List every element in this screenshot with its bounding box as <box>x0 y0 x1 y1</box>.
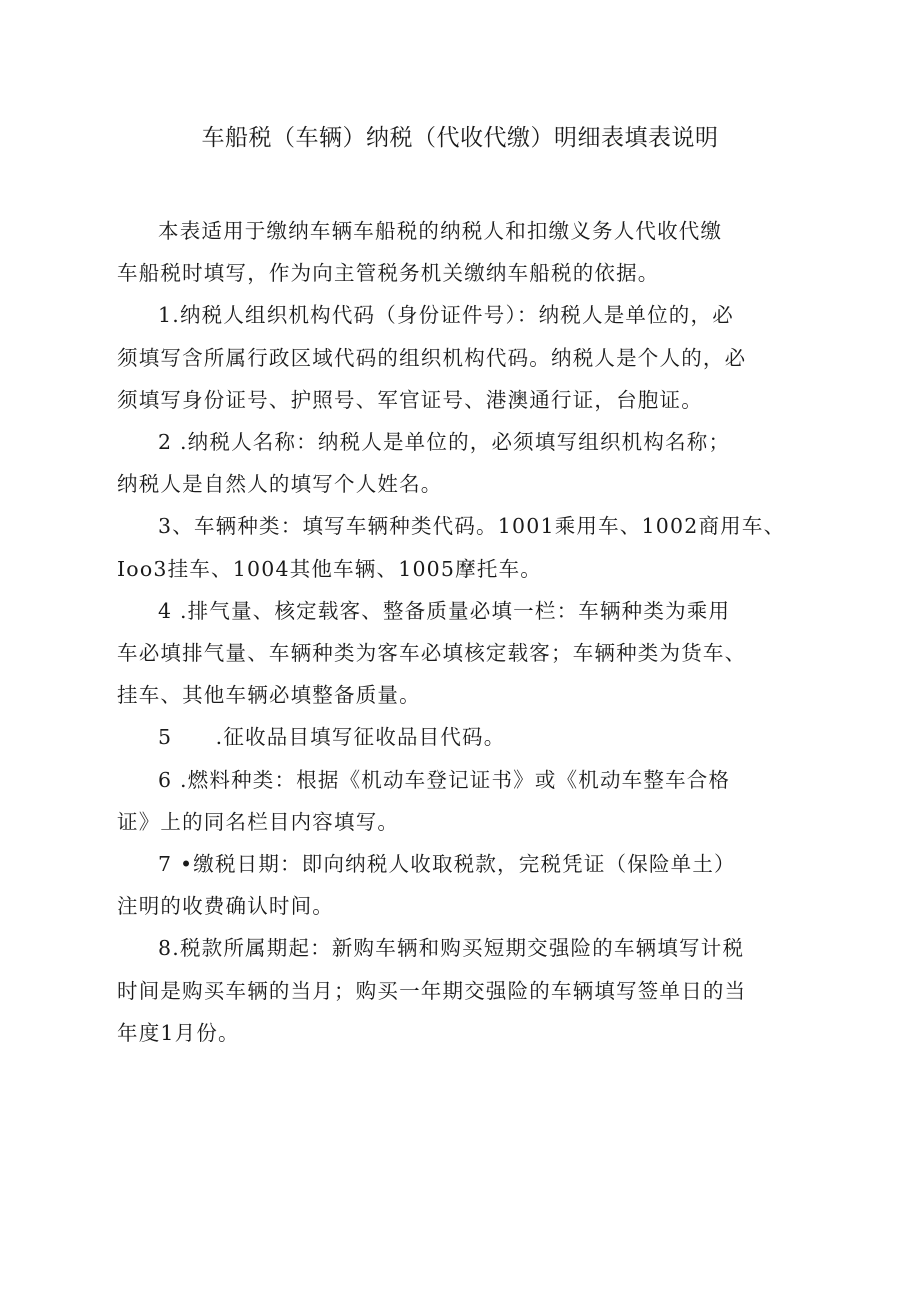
paragraph-line: 时间是购买车辆的当月；购买一年期交强险的车辆填写签单日的当 <box>117 978 747 1003</box>
paragraph-line: 挂车、其他车辆必填整备质量。 <box>117 683 421 708</box>
paragraph-line: 7 •缴税日期：即向纳税人收取税款，完税凭证（保险单土） <box>158 852 736 877</box>
paragraph-line: 纳税人是自然人的填写个人姓名。 <box>117 472 443 497</box>
item-4-paragraph <box>117 590 797 717</box>
paragraph-line: 年度1月份。 <box>117 1020 240 1045</box>
paragraph-line: 须填写身份证号、护照号、军官证号、港澳通行证，台胞证。 <box>117 387 703 412</box>
item-1-paragraph <box>117 294 797 421</box>
item-5-paragraph <box>117 716 797 758</box>
paragraph-line: 8.税款所属期起：新购车辆和购买短期交强险的车辆填写计税 <box>158 936 745 961</box>
paragraph-line: 2 .纳税人名称：纳税人是单位的，必须填写组织机构名称； <box>158 430 731 455</box>
paragraph-line: 3、车辆种类：填写车辆种类代码。1001乘用车、1002商用车、 <box>158 514 786 539</box>
intro-paragraph <box>117 210 797 294</box>
paragraph-line: 证》上的同名栏目内容填写。 <box>117 809 400 834</box>
item-8-paragraph <box>117 927 797 1054</box>
paragraph-line: 须填写含所属行政区域代码的组织机构代码。纳税人是个人的，必 <box>117 345 747 370</box>
paragraph-line: Ioo3挂车、1004其他车辆、1005摩托车。 <box>117 556 542 581</box>
item-6-paragraph <box>117 759 797 843</box>
item-7-paragraph <box>117 843 797 927</box>
paragraph-line: 车必填排气量、车辆种类为客车必填核定载客；车辆种类为货车、 <box>117 641 747 666</box>
paragraph-line: 车船税时填写，作为向主管税务机关缴纳车船税的依据。 <box>117 261 660 286</box>
paragraph-line: 6 .燃料种类：根据《机动车登记证书》或《机动车整车合格 <box>158 767 731 792</box>
item-3-paragraph <box>117 505 797 589</box>
paragraph-line: 本表适用于缴纳车辆车船税的纳税人和扣缴义务人代收代缴 <box>158 219 723 243</box>
item-2-paragraph <box>117 421 797 505</box>
document-title: 车船税（车辆）纳税（代收代缴）明细表填表说明 <box>201 125 719 151</box>
document-body <box>117 210 797 1054</box>
paragraph-line: 注明的收费确认时间。 <box>117 894 334 919</box>
paragraph-line: 4 .排气量、核定载客、整备质量必填一栏：车辆种类为乘用 <box>158 598 731 623</box>
paragraph-line: 5 .征收品目填写征收品目代码。 <box>158 725 506 750</box>
paragraph-line: 1.纳税人组织机构代码（身份证件号）：纳税人是单位的，必 <box>158 303 734 328</box>
